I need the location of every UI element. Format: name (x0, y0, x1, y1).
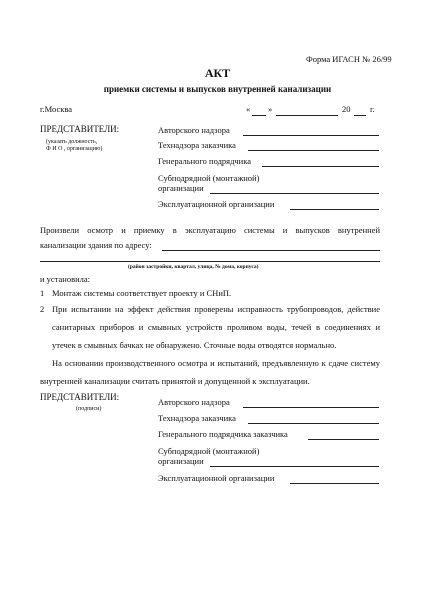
date-year-field[interactable] (354, 115, 366, 116)
item-text: Монтаж системы соответствует проекту и СНиП. (52, 288, 232, 298)
sign-author-supervision-field[interactable] (243, 407, 379, 408)
item-text: При испытании на эффект действия проверены исправность трубопроводов, действие санитарных приборов и смывных устройств проливом воды, течей в соединениях и утечек в смывных бачках не обнаружено. Сточные воды отводятся нормально. (52, 304, 380, 350)
role-general-contractor-field[interactable] (262, 166, 379, 167)
role-author-supervision-field[interactable] (243, 135, 379, 136)
item-number: 1 (40, 288, 45, 298)
item-number: 2 (40, 304, 45, 314)
date-year-prefix: 20 (342, 104, 351, 114)
inspection-line-1: Произвели осмотр и приемку в эксплуатацию системы и выпусков внутренней (40, 225, 380, 235)
role-author-supervision: Авторского надзора (158, 125, 230, 135)
address-field-continued[interactable] (40, 261, 380, 262)
inspection-line-2: канализации здания по адресу: (40, 240, 152, 250)
date-month-field[interactable] (276, 115, 338, 116)
date-open-quote: « (246, 104, 251, 114)
role-subcontractor: Субподрядной (монтажной) (158, 173, 260, 183)
role-customer-supervision: Технадзора заказчика (158, 140, 236, 150)
sign-general-contractor: Генерального подрядчика заказчика (158, 429, 288, 439)
role-operating-org-field[interactable] (290, 209, 379, 210)
sign-customer-supervision-field[interactable] (248, 423, 379, 424)
sign-subcontractor-org: организации (158, 456, 204, 466)
sign-customer-supervision: Технадзора заказчика (158, 413, 236, 423)
conclusion-text: На основании производственного осмотра и испытаний, предъявленную к сдаче систему внутренней канализации считать принятой и допущенной к эксплуатации. (40, 358, 380, 386)
date-year-suffix: г. (370, 104, 375, 114)
address-field[interactable] (162, 250, 380, 251)
date-day-field[interactable] (252, 115, 266, 116)
document-title: АКТ (204, 66, 231, 80)
signatures-note: (подписи) (76, 406, 102, 412)
established-text: и установила: (40, 274, 91, 284)
role-customer-supervision-field[interactable] (248, 150, 379, 151)
signatures-heading: ПРЕДСТАВИТЕЛИ: (40, 392, 120, 402)
representatives-note-2: Ф И О , организацию) (46, 146, 103, 152)
sign-general-contractor-field[interactable] (308, 439, 379, 440)
role-subcontractor-field[interactable] (210, 193, 379, 194)
sign-operating-org: Эксплуатационной организации (158, 473, 275, 483)
role-subcontractor-org: организации (158, 183, 204, 193)
sign-author-supervision: Авторского надзора (158, 397, 230, 407)
role-operating-org: Эксплуатационной организации (158, 199, 275, 209)
city: г.Москва (40, 104, 73, 114)
sign-operating-org-field[interactable] (290, 483, 379, 484)
role-general-contractor: Генерального подрядчика (158, 156, 251, 166)
sign-subcontractor-field[interactable] (210, 466, 379, 467)
document-subtitle: приемки системы и выпусков внутренней канализации (103, 84, 332, 94)
sign-subcontractor: Субподрядной (монтажной) (158, 446, 260, 456)
representatives-heading: ПРЕДСТАВИТЕЛИ: (40, 124, 120, 134)
representatives-note-1: (указать должность, (46, 139, 98, 145)
form-number: Форма ИГАСН № 26/99 (306, 54, 392, 64)
date-close-quote: » (268, 104, 273, 114)
address-hint: (район застройки, квартал, улица, № дома, корпуса) (128, 264, 259, 270)
